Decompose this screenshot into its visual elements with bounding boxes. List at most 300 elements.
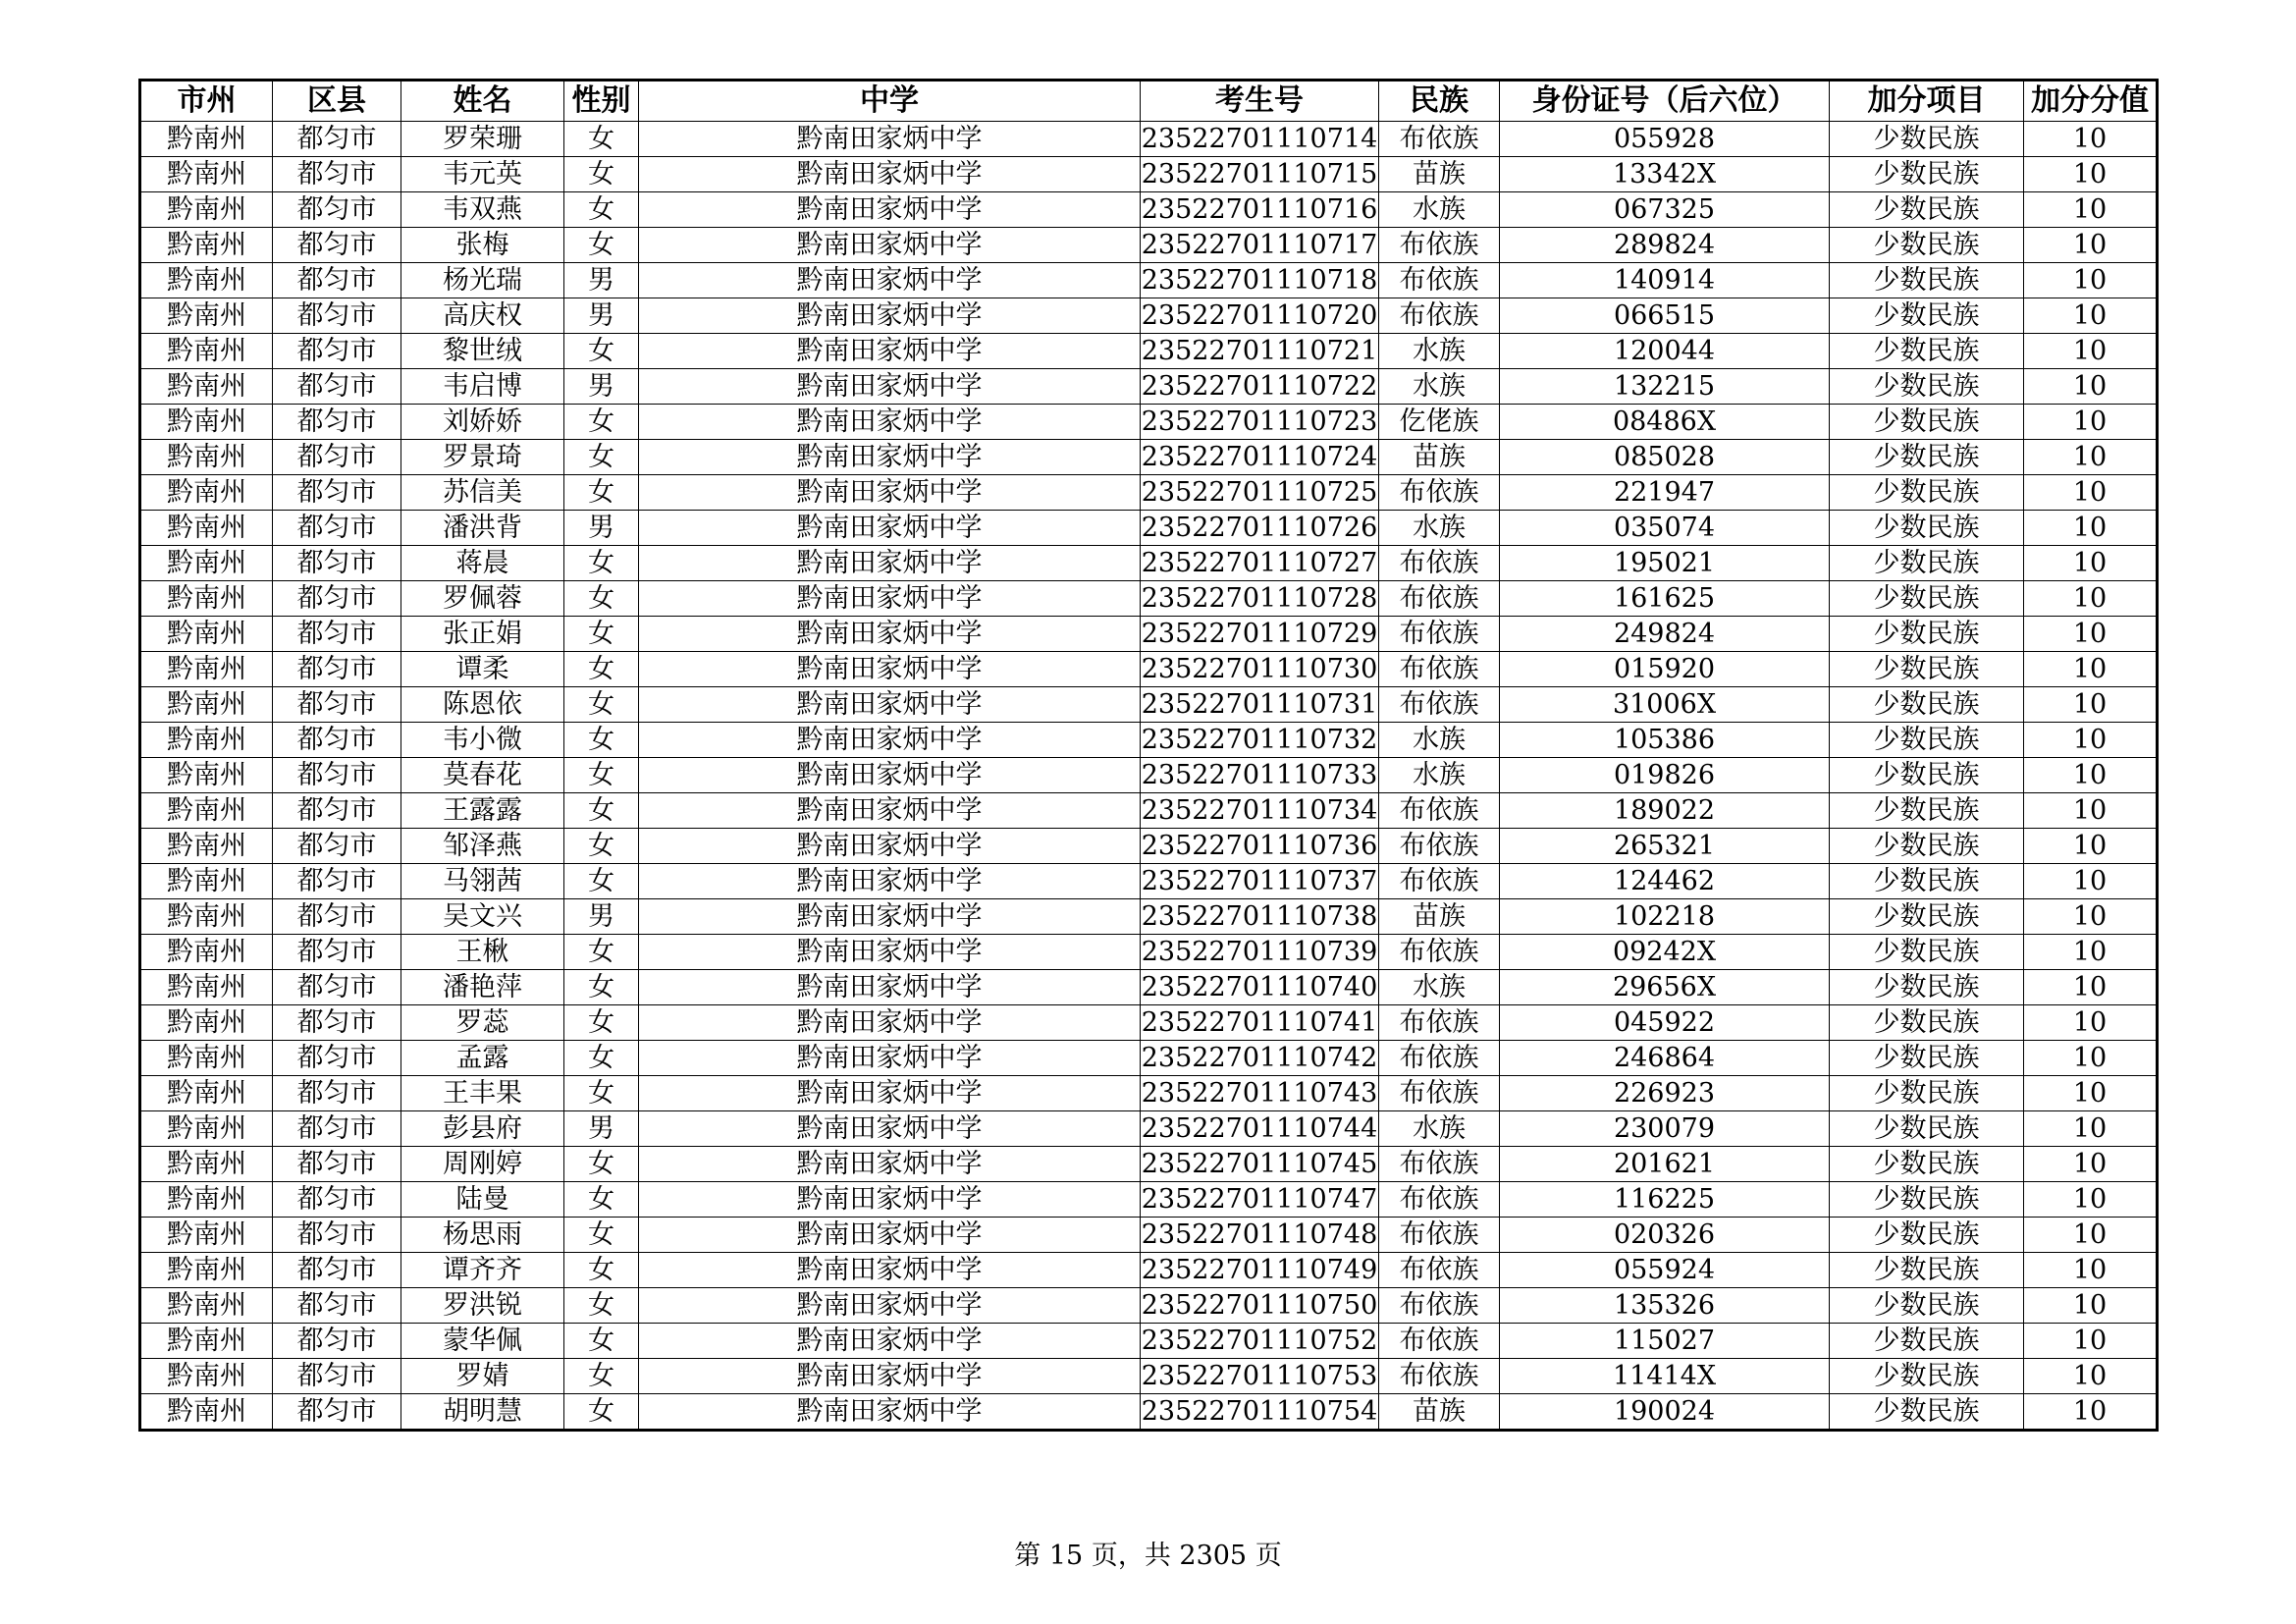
cell-name: 莫春花 (401, 758, 564, 793)
table-row (140, 334, 2158, 369)
cell-id-last-six: 066515 (1500, 298, 1830, 334)
cell-exam-number: 23522701110732 (1141, 723, 1379, 758)
cell-school: 黔南田家炳中学 (639, 1359, 1141, 1394)
cell-bonus-points: 10 (2024, 1394, 2158, 1431)
cell-exam-number: 23522701110739 (1141, 935, 1379, 970)
cell-city: 黔南州 (140, 1253, 273, 1288)
cell-school: 黔南田家炳中学 (639, 1394, 1141, 1431)
cell-bonus-item: 少数民族 (1830, 758, 2024, 793)
cell-name: 张梅 (401, 228, 564, 263)
cell-bonus-item: 少数民族 (1830, 369, 2024, 405)
cell-id-last-six: 067325 (1500, 192, 1830, 228)
cell-school: 黔南田家炳中学 (639, 263, 1141, 298)
cell-gender: 女 (564, 617, 639, 652)
cell-id-last-six: 195021 (1500, 546, 1830, 581)
cell-exam-number: 23522701110749 (1141, 1253, 1379, 1288)
cell-ethnicity: 布依族 (1379, 1253, 1500, 1288)
cell-county: 都匀市 (273, 298, 401, 334)
header-county: 区县 (273, 81, 401, 122)
cell-school: 黔南田家炳中学 (639, 899, 1141, 935)
cell-gender: 女 (564, 1147, 639, 1182)
table-row (140, 935, 2158, 970)
cell-exam-number: 23522701110727 (1141, 546, 1379, 581)
table-row (140, 263, 2158, 298)
cell-city: 黔南州 (140, 899, 273, 935)
table-row (140, 1394, 2158, 1431)
cell-city: 黔南州 (140, 1111, 273, 1147)
cell-exam-number: 23522701110726 (1141, 511, 1379, 546)
cell-id-last-six: 246864 (1500, 1041, 1830, 1076)
cell-city: 黔南州 (140, 334, 273, 369)
cell-county: 都匀市 (273, 1147, 401, 1182)
cell-city: 黔南州 (140, 546, 273, 581)
cell-ethnicity: 布依族 (1379, 546, 1500, 581)
cell-city: 黔南州 (140, 511, 273, 546)
cell-name: 蒙华佩 (401, 1324, 564, 1359)
cell-id-last-six: 161625 (1500, 581, 1830, 617)
cell-gender: 女 (564, 935, 639, 970)
cell-ethnicity: 布依族 (1379, 581, 1500, 617)
cell-ethnicity: 布依族 (1379, 1147, 1500, 1182)
cell-name: 韦小微 (401, 723, 564, 758)
cell-bonus-item: 少数民族 (1830, 652, 2024, 687)
header-ethnicity: 民族 (1379, 81, 1500, 122)
cell-city: 黔南州 (140, 1324, 273, 1359)
cell-school: 黔南田家炳中学 (639, 935, 1141, 970)
cell-exam-number: 23522701110716 (1141, 192, 1379, 228)
cell-city: 黔南州 (140, 298, 273, 334)
cell-bonus-points: 10 (2024, 793, 2158, 829)
cell-gender: 女 (564, 1005, 639, 1041)
table-row (140, 1288, 2158, 1324)
cell-bonus-points: 10 (2024, 970, 2158, 1005)
cell-city: 黔南州 (140, 1041, 273, 1076)
cell-gender: 女 (564, 687, 639, 723)
cell-bonus-item: 少数民族 (1830, 935, 2024, 970)
cell-bonus-item: 少数民族 (1830, 546, 2024, 581)
cell-bonus-points: 10 (2024, 617, 2158, 652)
table-row (140, 475, 2158, 511)
cell-bonus-item: 少数民族 (1830, 793, 2024, 829)
cell-county: 都匀市 (273, 935, 401, 970)
cell-bonus-points: 10 (2024, 122, 2158, 157)
cell-bonus-points: 10 (2024, 899, 2158, 935)
cell-bonus-item: 少数民族 (1830, 334, 2024, 369)
cell-ethnicity: 苗族 (1379, 157, 1500, 192)
cell-bonus-item: 少数民族 (1830, 263, 2024, 298)
cell-ethnicity: 布依族 (1379, 864, 1500, 899)
cell-school: 黔南田家炳中学 (639, 1076, 1141, 1111)
cell-school: 黔南田家炳中学 (639, 298, 1141, 334)
cell-bonus-points: 10 (2024, 1182, 2158, 1218)
cell-city: 黔南州 (140, 228, 273, 263)
cell-gender: 女 (564, 334, 639, 369)
cell-school: 黔南田家炳中学 (639, 581, 1141, 617)
cell-id-last-six: 190024 (1500, 1394, 1830, 1431)
cell-ethnicity: 水族 (1379, 758, 1500, 793)
cell-name: 黎世绒 (401, 334, 564, 369)
cell-city: 黔南州 (140, 1005, 273, 1041)
cell-bonus-points: 10 (2024, 192, 2158, 228)
cell-bonus-points: 10 (2024, 864, 2158, 899)
cell-name: 刘娇娇 (401, 405, 564, 440)
cell-ethnicity: 布依族 (1379, 228, 1500, 263)
cell-id-last-six: 189022 (1500, 793, 1830, 829)
cell-exam-number: 23522701110737 (1141, 864, 1379, 899)
cell-county: 都匀市 (273, 405, 401, 440)
cell-name: 罗婧 (401, 1359, 564, 1394)
header-bonus-points: 加分分值 (2024, 81, 2158, 122)
cell-bonus-item: 少数民族 (1830, 405, 2024, 440)
cell-bonus-item: 少数民族 (1830, 1394, 2024, 1431)
cell-id-last-six: 102218 (1500, 899, 1830, 935)
cell-exam-number: 23522701110720 (1141, 298, 1379, 334)
cell-city: 黔南州 (140, 440, 273, 475)
cell-school: 黔南田家炳中学 (639, 970, 1141, 1005)
cell-bonus-points: 10 (2024, 440, 2158, 475)
table-row (140, 1076, 2158, 1111)
cell-name: 杨光瑞 (401, 263, 564, 298)
cell-bonus-points: 10 (2024, 723, 2158, 758)
cell-bonus-points: 10 (2024, 228, 2158, 263)
cell-exam-number: 23522701110748 (1141, 1218, 1379, 1253)
cell-gender: 女 (564, 1324, 639, 1359)
cell-ethnicity: 水族 (1379, 970, 1500, 1005)
cell-school: 黔南田家炳中学 (639, 122, 1141, 157)
cell-city: 黔南州 (140, 263, 273, 298)
cell-ethnicity: 布依族 (1379, 298, 1500, 334)
cell-id-last-six: 11414X (1500, 1359, 1830, 1394)
cell-id-last-six: 31006X (1500, 687, 1830, 723)
cell-ethnicity: 布依族 (1379, 1076, 1500, 1111)
cell-bonus-points: 10 (2024, 1359, 2158, 1394)
table-row (140, 440, 2158, 475)
cell-school: 黔南田家炳中学 (639, 1324, 1141, 1359)
cell-bonus-item: 少数民族 (1830, 1218, 2024, 1253)
cell-bonus-points: 10 (2024, 581, 2158, 617)
cell-id-last-six: 08486X (1500, 405, 1830, 440)
cell-id-last-six: 045922 (1500, 1005, 1830, 1041)
cell-id-last-six: 230079 (1500, 1111, 1830, 1147)
cell-gender: 女 (564, 581, 639, 617)
cell-bonus-item: 少数民族 (1830, 1111, 2024, 1147)
cell-city: 黔南州 (140, 1218, 273, 1253)
table-row (140, 1359, 2158, 1394)
header-name: 姓名 (401, 81, 564, 122)
cell-exam-number: 23522701110740 (1141, 970, 1379, 1005)
candidate-table (138, 79, 2159, 1432)
cell-county: 都匀市 (273, 829, 401, 864)
cell-name: 彭县府 (401, 1111, 564, 1147)
cell-gender: 女 (564, 546, 639, 581)
cell-bonus-points: 10 (2024, 687, 2158, 723)
cell-bonus-item: 少数民族 (1830, 1147, 2024, 1182)
cell-gender: 女 (564, 122, 639, 157)
cell-city: 黔南州 (140, 405, 273, 440)
cell-gender: 女 (564, 1218, 639, 1253)
header-gender: 性别 (564, 81, 639, 122)
cell-exam-number: 23522701110723 (1141, 405, 1379, 440)
cell-bonus-item: 少数民族 (1830, 1288, 2024, 1324)
cell-bonus-item: 少数民族 (1830, 899, 2024, 935)
cell-ethnicity: 水族 (1379, 369, 1500, 405)
cell-gender: 女 (564, 1041, 639, 1076)
cell-ethnicity: 布依族 (1379, 1182, 1500, 1218)
cell-school: 黔南田家炳中学 (639, 829, 1141, 864)
table-row (140, 546, 2158, 581)
cell-county: 都匀市 (273, 546, 401, 581)
cell-ethnicity: 布依族 (1379, 1288, 1500, 1324)
cell-bonus-points: 10 (2024, 1218, 2158, 1253)
cell-ethnicity: 布依族 (1379, 935, 1500, 970)
cell-ethnicity: 布依族 (1379, 122, 1500, 157)
cell-county: 都匀市 (273, 581, 401, 617)
cell-school: 黔南田家炳中学 (639, 793, 1141, 829)
header-bonus-item: 加分项目 (1830, 81, 2024, 122)
cell-exam-number: 23522701110728 (1141, 581, 1379, 617)
cell-county: 都匀市 (273, 723, 401, 758)
cell-bonus-item: 少数民族 (1830, 511, 2024, 546)
cell-bonus-item: 少数民族 (1830, 617, 2024, 652)
table-row (140, 758, 2158, 793)
cell-gender: 女 (564, 192, 639, 228)
cell-name: 张正娟 (401, 617, 564, 652)
cell-exam-number: 23522701110725 (1141, 475, 1379, 511)
cell-school: 黔南田家炳中学 (639, 405, 1141, 440)
cell-school: 黔南田家炳中学 (639, 1182, 1141, 1218)
cell-ethnicity: 水族 (1379, 334, 1500, 369)
cell-school: 黔南田家炳中学 (639, 475, 1141, 511)
cell-bonus-item: 少数民族 (1830, 1324, 2024, 1359)
cell-city: 黔南州 (140, 1394, 273, 1431)
table-row (140, 405, 2158, 440)
cell-id-last-six: 015920 (1500, 652, 1830, 687)
table-row (140, 122, 2158, 157)
cell-bonus-item: 少数民族 (1830, 228, 2024, 263)
cell-school: 黔南田家炳中学 (639, 546, 1141, 581)
cell-bonus-item: 少数民族 (1830, 1359, 2024, 1394)
cell-gender: 女 (564, 1076, 639, 1111)
cell-gender: 男 (564, 263, 639, 298)
page-footer (0, 1534, 2296, 1572)
cell-gender: 男 (564, 369, 639, 405)
cell-bonus-points: 10 (2024, 546, 2158, 581)
cell-ethnicity: 布依族 (1379, 617, 1500, 652)
cell-bonus-points: 10 (2024, 829, 2158, 864)
cell-ethnicity: 布依族 (1379, 1359, 1500, 1394)
cell-county: 都匀市 (273, 334, 401, 369)
cell-id-last-six: 289824 (1500, 228, 1830, 263)
cell-ethnicity: 布依族 (1379, 1324, 1500, 1359)
cell-exam-number: 23522701110717 (1141, 228, 1379, 263)
document-page (138, 79, 2156, 1432)
cell-school: 黔南田家炳中学 (639, 192, 1141, 228)
cell-name: 罗景琦 (401, 440, 564, 475)
cell-county: 都匀市 (273, 1253, 401, 1288)
cell-bonus-points: 10 (2024, 157, 2158, 192)
table-row (140, 899, 2158, 935)
cell-ethnicity: 布依族 (1379, 1005, 1500, 1041)
cell-city: 黔南州 (140, 829, 273, 864)
cell-school: 黔南田家炳中学 (639, 1288, 1141, 1324)
cell-county: 都匀市 (273, 617, 401, 652)
cell-exam-number: 23522701110754 (1141, 1394, 1379, 1431)
cell-id-last-six: 055924 (1500, 1253, 1830, 1288)
cell-gender: 女 (564, 758, 639, 793)
cell-city: 黔南州 (140, 122, 273, 157)
cell-name: 苏信美 (401, 475, 564, 511)
cell-county: 都匀市 (273, 369, 401, 405)
cell-name: 高庆权 (401, 298, 564, 334)
cell-bonus-item: 少数民族 (1830, 298, 2024, 334)
cell-ethnicity: 布依族 (1379, 1218, 1500, 1253)
cell-bonus-item: 少数民族 (1830, 1005, 2024, 1041)
cell-id-last-six: 085028 (1500, 440, 1830, 475)
cell-bonus-points: 10 (2024, 1111, 2158, 1147)
cell-ethnicity: 布依族 (1379, 829, 1500, 864)
cell-name: 邹泽燕 (401, 829, 564, 864)
cell-name: 孟露 (401, 1041, 564, 1076)
cell-school: 黔南田家炳中学 (639, 1147, 1141, 1182)
cell-bonus-item: 少数民族 (1830, 1253, 2024, 1288)
cell-bonus-points: 10 (2024, 369, 2158, 405)
cell-city: 黔南州 (140, 935, 273, 970)
cell-exam-number: 23522701110753 (1141, 1359, 1379, 1394)
cell-name: 陆曼 (401, 1182, 564, 1218)
cell-county: 都匀市 (273, 970, 401, 1005)
cell-bonus-points: 10 (2024, 1147, 2158, 1182)
cell-county: 都匀市 (273, 475, 401, 511)
table-row (140, 1324, 2158, 1359)
cell-county: 都匀市 (273, 228, 401, 263)
cell-school: 黔南田家炳中学 (639, 511, 1141, 546)
cell-name: 谭柔 (401, 652, 564, 687)
cell-exam-number: 23522701110729 (1141, 617, 1379, 652)
cell-ethnicity: 水族 (1379, 192, 1500, 228)
table-row (140, 1147, 2158, 1182)
cell-bonus-item: 少数民族 (1830, 192, 2024, 228)
cell-name: 韦元英 (401, 157, 564, 192)
cell-ethnicity: 布依族 (1379, 687, 1500, 723)
cell-id-last-six: 124462 (1500, 864, 1830, 899)
cell-school: 黔南田家炳中学 (639, 652, 1141, 687)
cell-exam-number: 23522701110730 (1141, 652, 1379, 687)
cell-name: 蒋晨 (401, 546, 564, 581)
cell-county: 都匀市 (273, 758, 401, 793)
cell-bonus-item: 少数民族 (1830, 1041, 2024, 1076)
cell-name: 韦双燕 (401, 192, 564, 228)
cell-name: 周刚婷 (401, 1147, 564, 1182)
cell-bonus-item: 少数民族 (1830, 122, 2024, 157)
cell-name: 王丰果 (401, 1076, 564, 1111)
cell-school: 黔南田家炳中学 (639, 1005, 1141, 1041)
table-header-row (140, 81, 2158, 122)
cell-exam-number: 23522701110715 (1141, 157, 1379, 192)
table-body (140, 122, 2158, 1431)
cell-school: 黔南田家炳中学 (639, 369, 1141, 405)
cell-bonus-points: 10 (2024, 334, 2158, 369)
cell-county: 都匀市 (273, 157, 401, 192)
cell-gender: 女 (564, 1394, 639, 1431)
cell-name: 潘洪背 (401, 511, 564, 546)
header-id-last-six: 身份证号（后六位） (1500, 81, 1830, 122)
cell-id-last-six: 135326 (1500, 1288, 1830, 1324)
cell-county: 都匀市 (273, 1111, 401, 1147)
cell-name: 谭齐齐 (401, 1253, 564, 1288)
cell-bonus-points: 10 (2024, 405, 2158, 440)
table-row (140, 228, 2158, 263)
cell-name: 陈恩依 (401, 687, 564, 723)
cell-bonus-item: 少数民族 (1830, 1182, 2024, 1218)
cell-county: 都匀市 (273, 864, 401, 899)
table-row (140, 1111, 2158, 1147)
cell-exam-number: 23522701110745 (1141, 1147, 1379, 1182)
cell-exam-number: 23522701110747 (1141, 1182, 1379, 1218)
cell-city: 黔南州 (140, 970, 273, 1005)
table-row (140, 687, 2158, 723)
cell-name: 王楸 (401, 935, 564, 970)
cell-bonus-item: 少数民族 (1830, 581, 2024, 617)
cell-city: 黔南州 (140, 617, 273, 652)
cell-bonus-item: 少数民族 (1830, 723, 2024, 758)
cell-name: 吴文兴 (401, 899, 564, 935)
cell-exam-number: 23522701110741 (1141, 1005, 1379, 1041)
cell-exam-number: 23522701110738 (1141, 899, 1379, 935)
cell-id-last-six: 140914 (1500, 263, 1830, 298)
cell-id-last-six: 221947 (1500, 475, 1830, 511)
cell-bonus-points: 10 (2024, 1324, 2158, 1359)
cell-school: 黔南田家炳中学 (639, 758, 1141, 793)
cell-id-last-six: 29656X (1500, 970, 1830, 1005)
cell-ethnicity: 布依族 (1379, 475, 1500, 511)
cell-school: 黔南田家炳中学 (639, 1218, 1141, 1253)
cell-school: 黔南田家炳中学 (639, 440, 1141, 475)
cell-bonus-points: 10 (2024, 935, 2158, 970)
cell-ethnicity: 布依族 (1379, 652, 1500, 687)
cell-gender: 女 (564, 793, 639, 829)
cell-gender: 女 (564, 1288, 639, 1324)
cell-id-last-six: 105386 (1500, 723, 1830, 758)
table-row (140, 864, 2158, 899)
cell-school: 黔南田家炳中学 (639, 723, 1141, 758)
cell-name: 潘艳萍 (401, 970, 564, 1005)
cell-id-last-six: 055928 (1500, 122, 1830, 157)
cell-bonus-points: 10 (2024, 1288, 2158, 1324)
cell-city: 黔南州 (140, 192, 273, 228)
cell-name: 韦启博 (401, 369, 564, 405)
cell-exam-number: 23522701110714 (1141, 122, 1379, 157)
cell-gender: 女 (564, 864, 639, 899)
cell-exam-number: 23522701110722 (1141, 369, 1379, 405)
cell-gender: 女 (564, 157, 639, 192)
cell-county: 都匀市 (273, 687, 401, 723)
table-row (140, 298, 2158, 334)
cell-gender: 女 (564, 475, 639, 511)
cell-bonus-points: 10 (2024, 298, 2158, 334)
cell-name: 杨思雨 (401, 1218, 564, 1253)
cell-county: 都匀市 (273, 440, 401, 475)
cell-exam-number: 23522701110743 (1141, 1076, 1379, 1111)
cell-bonus-item: 少数民族 (1830, 864, 2024, 899)
cell-county: 都匀市 (273, 1005, 401, 1041)
cell-id-last-six: 116225 (1500, 1182, 1830, 1218)
cell-ethnicity: 水族 (1379, 723, 1500, 758)
cell-county: 都匀市 (273, 1394, 401, 1431)
cell-county: 都匀市 (273, 793, 401, 829)
cell-city: 黔南州 (140, 1147, 273, 1182)
cell-bonus-item: 少数民族 (1830, 475, 2024, 511)
cell-school: 黔南田家炳中学 (639, 228, 1141, 263)
